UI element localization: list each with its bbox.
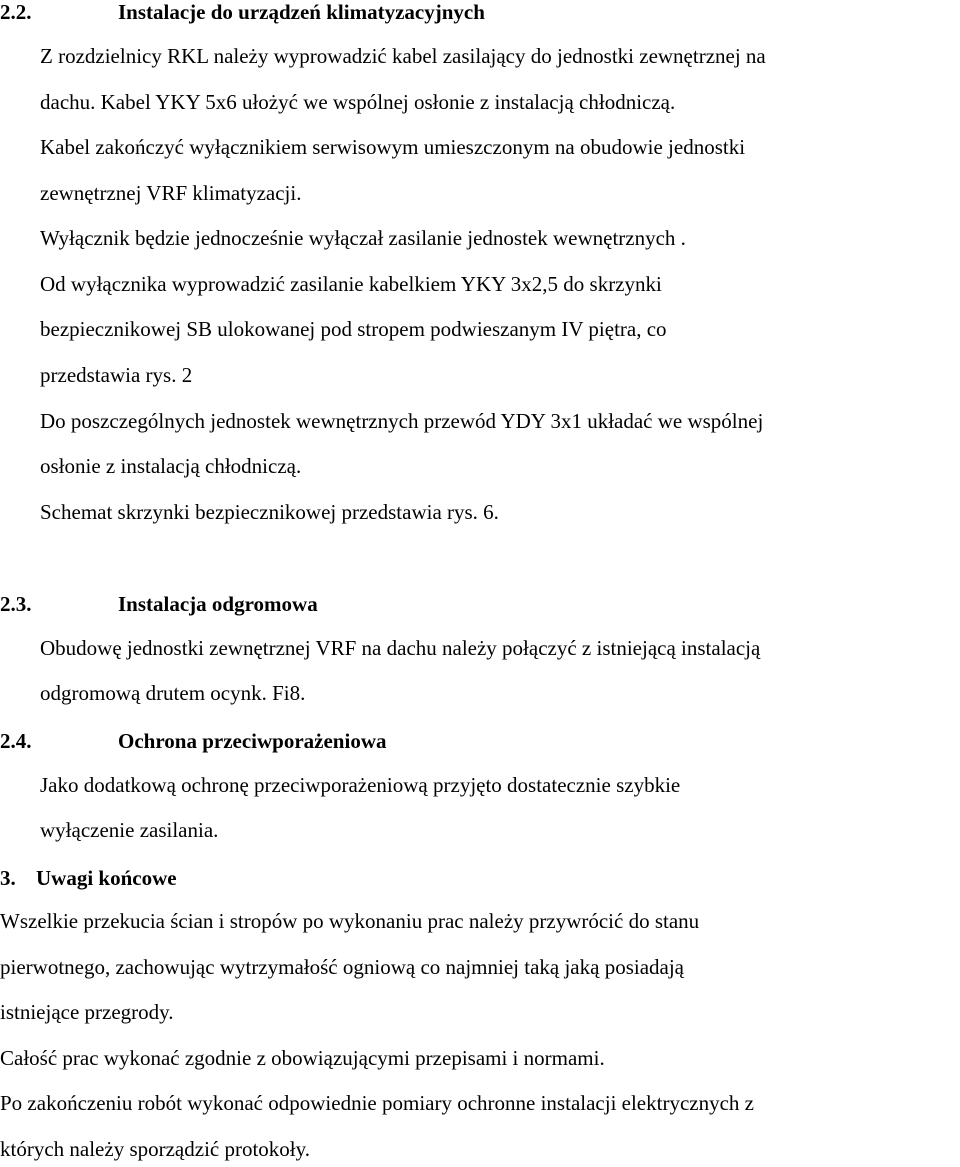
paragraph-line: Po zakończeniu robót wykonać odpowiednie pomiary ochronne instalacji elektrycznych z	[0, 1091, 754, 1115]
paragraph-line: osłonie z instalacją chłodniczą.	[40, 454, 302, 478]
heading-number: 3.	[0, 866, 16, 890]
heading-number: 2.3.	[0, 592, 32, 616]
paragraph-line: Kabel zakończyć wyłącznikiem serwisowym umieszczonym na obudowie jednostki	[40, 135, 746, 159]
paragraph-line: Wszelkie przekucia ścian i stropów po wykonaniu prac należy przywrócić do stanu	[0, 909, 700, 933]
paragraph-line: Obudowę jednostki zewnętrznej VRF na dachu należy połączyć z istniejącą instalacją	[40, 636, 761, 660]
paragraph-line: Do poszczególnych jednostek wewnętrznych przewód YDY 3x1 układać we wspólnej	[40, 409, 764, 433]
heading-title: Instalacje do urządzeń klimatyzacyjnych	[118, 0, 485, 24]
heading-number: 2.2.	[0, 0, 32, 24]
paragraph-line: Jako dodatkową ochronę przeciwporażeniową przyjęto dostatecznie szybkie	[40, 773, 681, 797]
paragraph-line: bezpiecznikowej SB ulokowanej pod stropem podwieszanym IV piętra, co	[40, 317, 667, 341]
paragraph-line: których należy sporządzić protokoły.	[0, 1137, 311, 1161]
heading-title: Uwagi końcowe	[36, 866, 177, 890]
paragraph-line: przedstawia rys. 2	[40, 363, 193, 387]
heading-number: 2.4.	[0, 729, 32, 753]
paragraph-line: wyłączenie zasilania.	[40, 818, 219, 842]
paragraph-line: dachu. Kabel YKY 5x6 ułożyć we wspólnej osłonie z instalacją chłodniczą.	[40, 90, 676, 114]
paragraph-line: pierwotnego, zachowując wytrzymałość ogniową co najmniej taką jaką posiadają	[0, 955, 684, 979]
heading-2-3	[0, 592, 960, 618]
paragraph-line: Schemat skrzynki bezpiecznikowej przedstawia rys. 6.	[40, 500, 499, 524]
heading-2-4	[0, 729, 960, 755]
paragraph-line: Od wyłącznika wyprowadzić zasilanie kabelkiem YKY 3x2,5 do skrzynki	[40, 272, 662, 296]
paragraph-line: Wyłącznik będzie jednocześnie wyłączał zasilanie jednostek wewnętrznych .	[40, 226, 686, 250]
heading-2-2	[0, 0, 960, 26]
heading-3	[0, 866, 960, 892]
heading-title: Ochrona przeciwporażeniowa	[118, 729, 387, 753]
paragraph-line: Całość prac wykonać zgodnie z obowiązującymi przepisami i normami.	[0, 1046, 605, 1070]
heading-title: Instalacja odgromowa	[118, 592, 318, 616]
paragraph-line: zewnętrznej VRF klimatyzacji.	[40, 181, 302, 205]
paragraph-line: odgromową drutem ocynk. Fi8.	[40, 681, 306, 705]
paragraph-line: istniejące przegrody.	[0, 1000, 174, 1024]
paragraph-line: Z rozdzielnicy RKL należy wyprowadzić kabel zasilający do jednostki zewnętrznej na	[40, 44, 766, 68]
